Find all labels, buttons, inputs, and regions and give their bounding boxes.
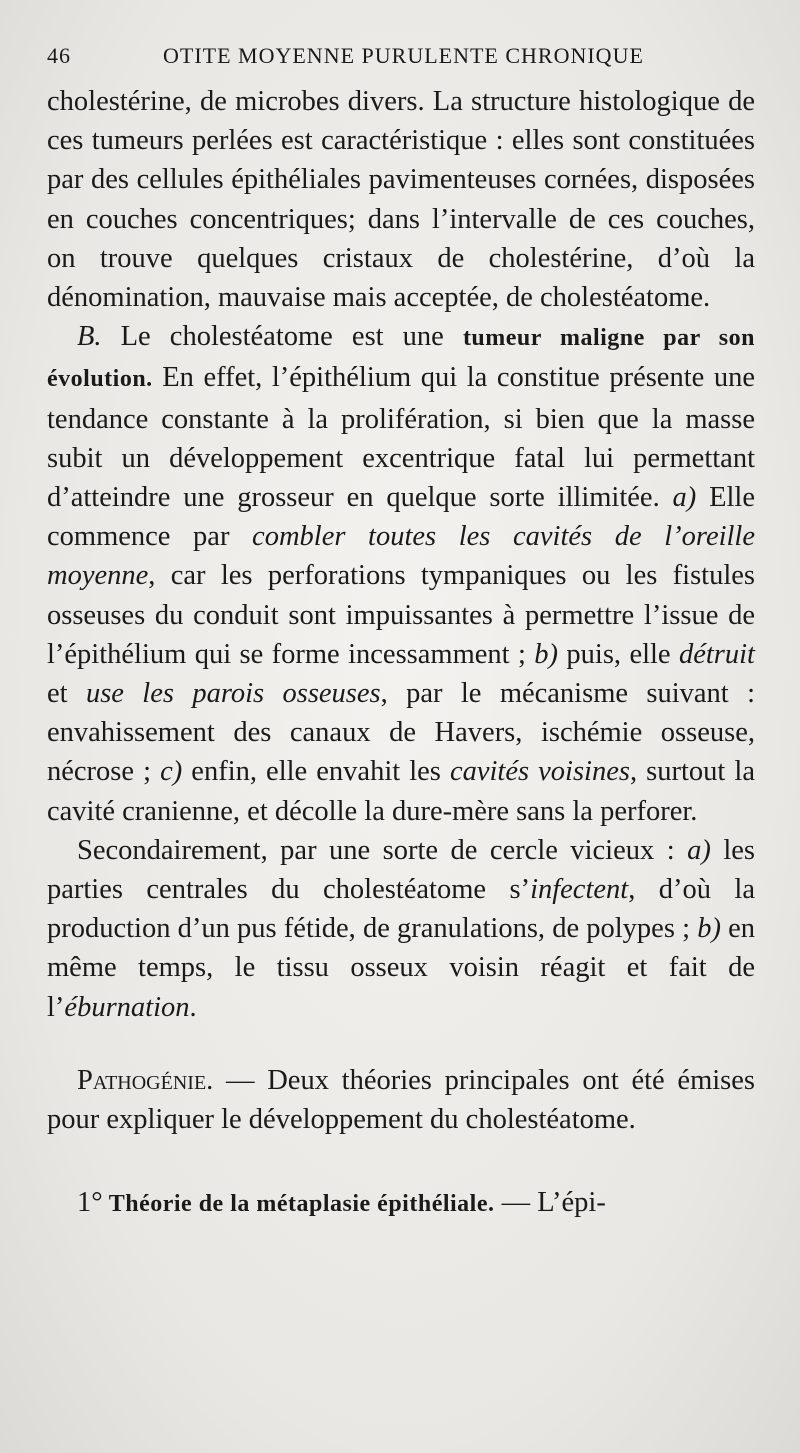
italic-phrase: éburnation bbox=[64, 991, 190, 1023]
text-run: les parties centrales du cholestéatome s’ bbox=[47, 834, 755, 906]
theory-number: 1° bbox=[77, 1187, 103, 1219]
text-run: Elle commence par bbox=[47, 482, 755, 553]
text-run: et bbox=[47, 678, 86, 710]
italic-phrase: cavités voisines bbox=[449, 756, 630, 788]
italic-phrase: use les parois osseuses bbox=[85, 678, 381, 710]
theory-heading: Théorie de la métaplasie épithéliale. bbox=[102, 1191, 495, 1218]
body-text bbox=[47, 82, 755, 1224]
text-run: — Deux théories principales ont été émises pour expliquer le développement du cholestéatome. bbox=[47, 1064, 755, 1136]
section-heading: Pathogénie. bbox=[77, 1064, 214, 1096]
enum-label: b) bbox=[697, 913, 721, 945]
enum-label: a) bbox=[672, 482, 697, 514]
italic-phrase: combler toutes les cavités de l’oreille moyenne bbox=[47, 521, 755, 592]
text-run: — L’épi- bbox=[494, 1187, 606, 1219]
text-run: , surtout la cavité cranienne, et décolle la dure-mère sans la perforer. bbox=[47, 756, 755, 827]
text-run: en même temps, le tissu osseux voisin réagit et fait de l’ bbox=[47, 913, 756, 1023]
text-run: En effet, l’épithélium qui la constitue présente une tendance constante à la prolifération, si bien que la masse subit un développement excentrique fatal lui permettant d’atteindre une grosseur en quelque sorte illimitée. bbox=[47, 362, 755, 514]
paragraph-malignancy bbox=[47, 317, 755, 831]
paragraph-structure: cholestérine, de microbes divers. La structure histologique de ces tumeurs perlées est caractéristique : elles sont constituées par des cellules épithéliales pavimenteuses cornées, disposées en couches concentriques; dans l’intervalle de ces couches, on trouve quelques cristaux de cholestérine, d’où la dénomination, mauvaise mais acceptée, de cholestéatome. bbox=[47, 86, 755, 314]
paragraph-secondary bbox=[47, 831, 755, 1027]
section-label-b: B. bbox=[77, 321, 102, 353]
text-run: puis, elle bbox=[558, 638, 679, 670]
running-title: OTITE MOYENNE PURULENTE CHRONIQUE bbox=[163, 43, 644, 68]
bold-phrase: tumeur maligne par son évolution. bbox=[47, 325, 755, 393]
enum-label: a) bbox=[687, 834, 711, 866]
italic-phrase: infectent bbox=[530, 874, 629, 906]
text-run: . bbox=[189, 991, 197, 1023]
italic-phrase: détruit bbox=[678, 638, 755, 670]
text-run: , d’où la production d’un pus fétide, de granulations, de polypes ; bbox=[47, 874, 755, 945]
text-run: Le cholestéatome est une bbox=[101, 321, 463, 353]
enum-label: c) bbox=[160, 756, 183, 788]
paragraph-pathogenie bbox=[47, 1061, 755, 1139]
paragraph-theory bbox=[47, 1183, 755, 1224]
text-run: , par le mécanisme suivant : envahissement des canaux de Havers, ischémie osseuse, nécrose ; bbox=[47, 678, 755, 788]
text-run: enfin, elle envahit les bbox=[182, 756, 450, 788]
page-number: 46 bbox=[47, 43, 71, 68]
text-run: , car les perforations tympaniques ou les fistules osseuses du conduit sont impuissantes à permettre l’issue de l’épithélium qui se forme incessamment ; bbox=[47, 560, 755, 670]
page-header bbox=[47, 38, 752, 74]
enum-label: b) bbox=[534, 638, 559, 670]
text-run: Secondairement, par une sorte de cercle vicieux : bbox=[77, 834, 688, 866]
